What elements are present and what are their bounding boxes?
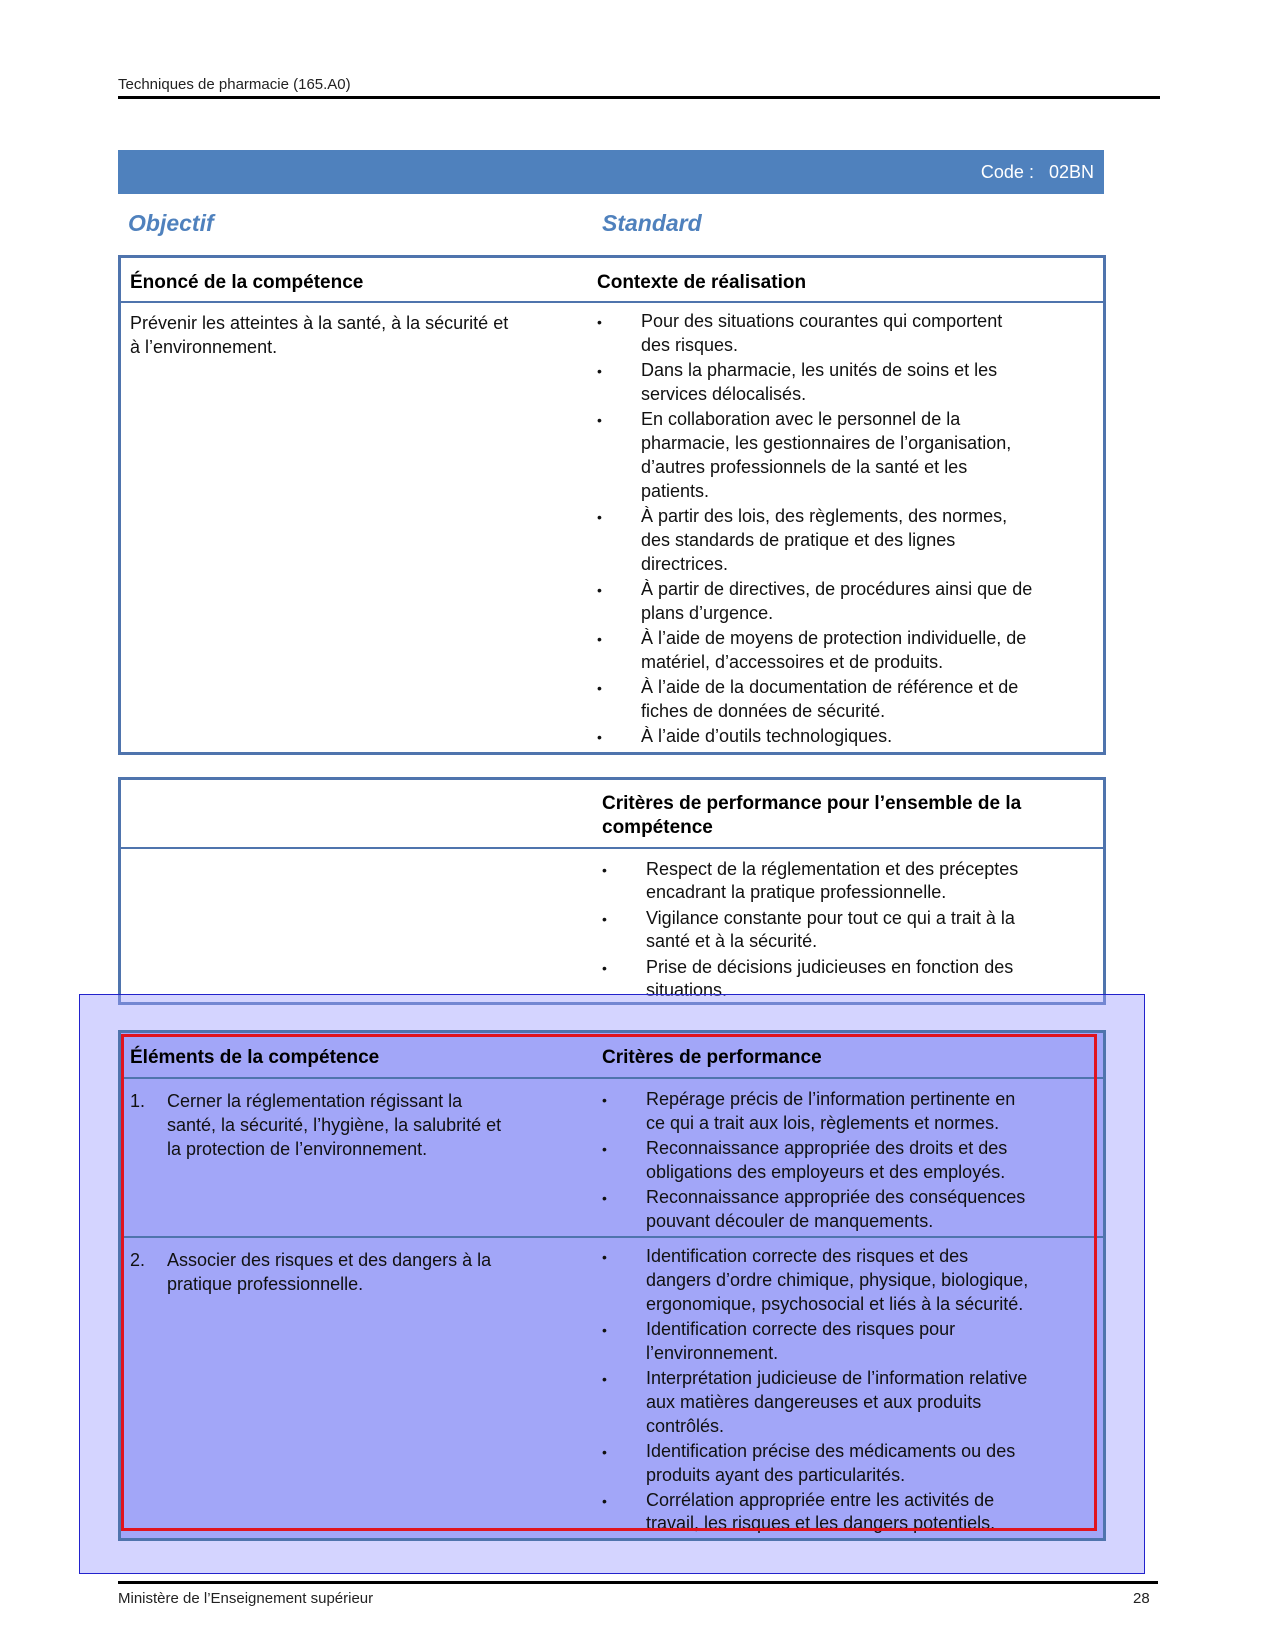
element-line: Associer des risques et des dangers à la [167,1250,492,1270]
bullet: • [597,314,602,330]
bullet: • [602,1190,607,1206]
enonce-heading: Énoncé de la compétence [130,272,364,293]
bullet: • [602,960,607,976]
overall-criteria-box [118,777,1106,1005]
criterion-line: Identification précise des médicaments ou des [646,1441,1016,1461]
element-line: Cerner la réglementation régissant la [167,1091,463,1111]
footer-ministry: Ministère de l’Enseignement supérieur [118,1590,374,1607]
criterion-line: Reconnaissance appropriée des droits et des [646,1138,1008,1158]
bullet: • [602,1141,607,1157]
context-item-line: patients. [641,481,710,501]
row-divider [121,301,1103,303]
context-item-line: À l’aide d’outils technologiques. [641,726,893,746]
element-number: 1. [130,1091,146,1111]
bullet: • [602,911,607,927]
criterion-line: Reconnaissance appropriée des conséquences [646,1187,1026,1207]
bullet: • [602,1444,607,1460]
overall-criterion-line: situations. [646,980,728,1000]
row-divider [121,847,1103,849]
element-line: santé, la sécurité, l’hygiène, la salubrité et [167,1115,502,1135]
context-item-line: À partir des lois, des règlements, des normes, [641,506,1008,526]
element-number: 2. [130,1250,146,1270]
context-item-line: Dans la pharmacie, les unités de soins et les [641,360,998,380]
criterion-line: ergonomique, psychosocial et liés à la sécurité. [646,1294,1024,1314]
overall-criterion-line: Prise de décisions judicieuses en fonction des [646,957,1014,977]
context-item-line: En collaboration avec le personnel de la [641,409,961,429]
context-item-line: d’autres professionnels de la santé et les [641,457,968,477]
bullet: • [597,363,602,379]
element-line: pratique professionnelle. [167,1274,364,1294]
bullet: • [597,680,602,696]
bullet: • [602,1371,607,1387]
bullet: • [602,862,607,878]
context-item-line: À partir de directives, de procédures ainsi que de [641,579,1033,599]
context-item-line: des standards de pratique et des lignes [641,530,956,550]
bullet: • [597,582,602,598]
code-banner [118,150,1104,194]
context-item-line: matériel, d’accessoires et de produits. [641,652,944,672]
selection-highlight-border [121,1034,1097,1531]
competence-context-box [118,255,1106,755]
context-item-line: directrices. [641,554,729,574]
criterion-line: Repérage précis de l’information pertinente en [646,1089,1016,1109]
context-item-line: des risques. [641,335,739,355]
criterion-line: travail, les risques et les dangers potentiels. [646,1513,996,1533]
criterion-line: aux matières dangereuses et aux produits [646,1392,982,1412]
criterion-line: contrôlés. [646,1416,725,1436]
elements-heading: Éléments de la compétence [130,1047,380,1068]
overall-criteria-heading-line: compétence [602,817,713,838]
overall-criterion-line: Respect de la réglementation et des préceptes [646,859,1019,879]
overall-criteria-heading-line: Critères de performance pour l’ensemble de la [602,793,1022,814]
criteria-heading: Critères de performance [602,1047,822,1068]
context-item-line: fiches de données de sécurité. [641,701,886,721]
bullet: • [597,412,602,428]
criterion-line: Interprétation judicieuse de l’information relative [646,1368,1028,1388]
bullet: • [602,1493,607,1509]
criterion-line: dangers d’ordre chimique, physique, biologique, [646,1270,1029,1290]
bullet: • [602,1322,607,1338]
context-item-line: plans d’urgence. [641,603,774,623]
page-number: 28 [1133,1590,1150,1607]
competence-statement-line: à l’environnement. [130,337,278,357]
criterion-line: pouvant découler de manquements. [646,1211,934,1231]
criterion-line: Corrélation appropriée entre les activités de [646,1490,995,1510]
overall-criterion-line: santé et à la sécurité. [646,931,818,951]
context-item-line: pharmacie, les gestionnaires de l’organisation, [641,433,1012,453]
context-item-line: À l’aide de moyens de protection individuelle, de [641,628,1027,648]
competence-statement-line: Prévenir les atteintes à la santé, à la sécurité et [130,313,509,333]
overall-criterion-line: Vigilance constante pour tout ce qui a trait à la [646,908,1015,928]
objectif-label: Objectif [128,210,214,236]
overall-criterion-line: encadrant la pratique professionnelle. [646,882,947,902]
bullet: • [602,1249,607,1265]
element-line: la protection de l’environnement. [167,1139,428,1159]
context-item-line: Pour des situations courantes qui comportent [641,311,1003,331]
context-item-line: services délocalisés. [641,384,807,404]
criterion-line: produits ayant des particularités. [646,1465,906,1485]
code-label: Code : 02BN [980,162,1094,182]
bullet: • [597,729,602,745]
footer-rule [118,1581,1158,1584]
context-item-line: À l’aide de la documentation de référence et de [641,677,1019,697]
criterion-line: Identification correcte des risques pour [646,1319,956,1339]
criterion-line: l’environnement. [646,1343,779,1363]
criterion-line: obligations des employeurs et des employés. [646,1162,1006,1182]
bullet: • [597,631,602,647]
criterion-line: Identification correcte des risques et des [646,1246,969,1266]
running-header: Techniques de pharmacie (165.A0) [118,76,351,93]
contexte-heading: Contexte de réalisation [597,272,807,293]
standard-label: Standard [602,210,702,236]
criterion-line: ce qui a trait aux lois, règlements et normes. [646,1113,1000,1133]
header-rule [118,96,1160,99]
bullet: • [597,509,602,525]
bullet: • [602,1092,607,1108]
